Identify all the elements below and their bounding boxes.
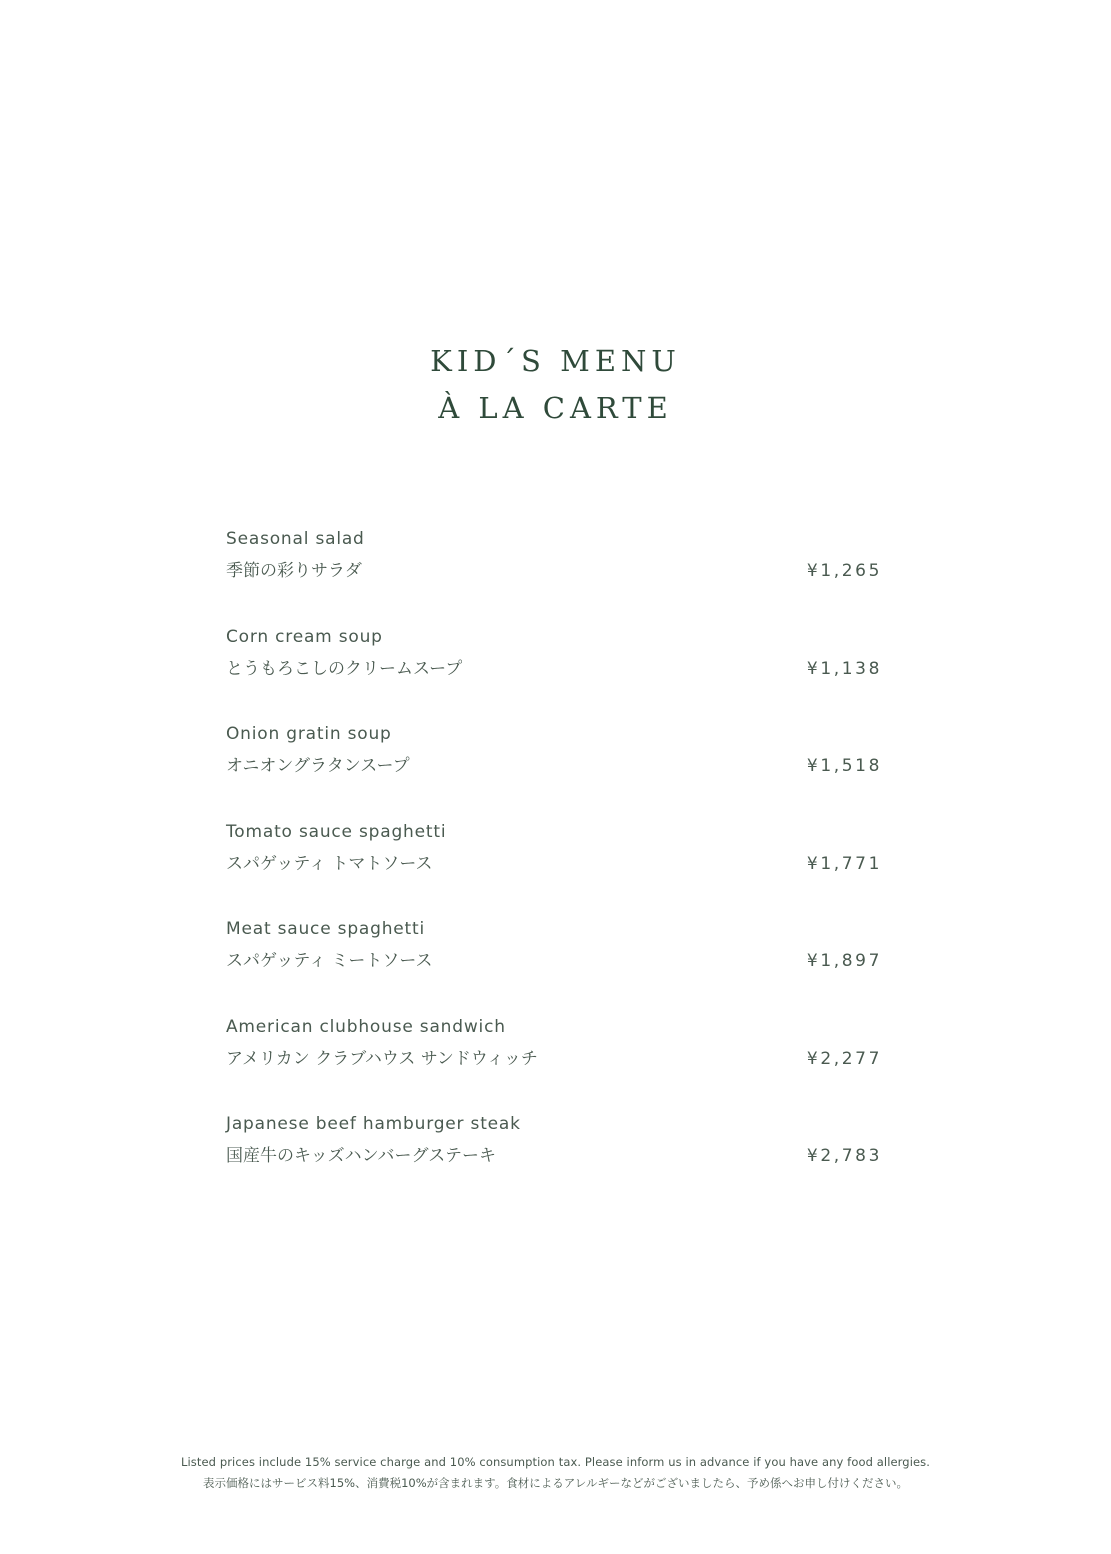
item-price: ¥1,771 — [806, 853, 882, 874]
item-price: ¥1,518 — [806, 756, 882, 776]
item-name-ja: スパゲッティ トマトソース — [226, 853, 433, 874]
item-name-en: Japanese beef hamburger steak — [226, 1114, 521, 1134]
item-name-en: Seasonal salad — [226, 529, 365, 549]
menu-title — [0, 338, 1111, 432]
menu-item — [226, 526, 882, 624]
item-name-ja: とうもろこしのクリームスープ — [226, 658, 463, 679]
menu-title-line-1: KID´S MENU — [430, 344, 681, 378]
item-price: ¥2,783 — [806, 1146, 882, 1166]
item-name-ja: 国産牛のキッズハンバーグステーキ — [226, 1146, 496, 1166]
footer-note-ja: 表示価格にはサービス料15%、消費税10%が含まれます。食材によるアレルギーなどがございましたら、予め係へお申し付けください。 — [203, 1476, 908, 1490]
item-name-ja: スパゲッティ ミートソース — [226, 951, 433, 971]
menu-item — [226, 819, 882, 917]
menu-item-list — [226, 526, 882, 1209]
item-price: ¥1,138 — [806, 658, 882, 679]
menu-item — [226, 1111, 882, 1209]
item-name-en: Meat sauce spaghetti — [226, 919, 426, 939]
item-price: ¥1,265 — [806, 561, 882, 581]
menu-item — [226, 721, 882, 819]
item-name-en: Onion gratin soup — [226, 724, 392, 744]
menu-title-line-2: À LA CARTE — [438, 391, 673, 425]
item-price: ¥2,277 — [806, 1048, 882, 1069]
item-name-en: American clubhouse sandwich — [226, 1016, 506, 1037]
item-name-en: Tomato sauce spaghetti — [226, 821, 447, 842]
item-name-ja: オニオングラタンスープ — [226, 756, 410, 776]
item-name-ja: アメリカン クラブハウス サンドウィッチ — [226, 1048, 538, 1069]
menu-item — [226, 916, 882, 1014]
footer-note-en: Listed prices include 15% service charge and 10% consumption tax. Please inform us in advance if you have any food allergies. — [180, 1455, 931, 1469]
item-name-ja: 季節の彩りサラダ — [226, 561, 362, 581]
menu-item — [226, 1014, 882, 1112]
item-price: ¥1,897 — [806, 951, 882, 971]
footer-note — [0, 1452, 1111, 1493]
item-name-en: Corn cream soup — [226, 626, 383, 647]
menu-item — [226, 624, 882, 722]
